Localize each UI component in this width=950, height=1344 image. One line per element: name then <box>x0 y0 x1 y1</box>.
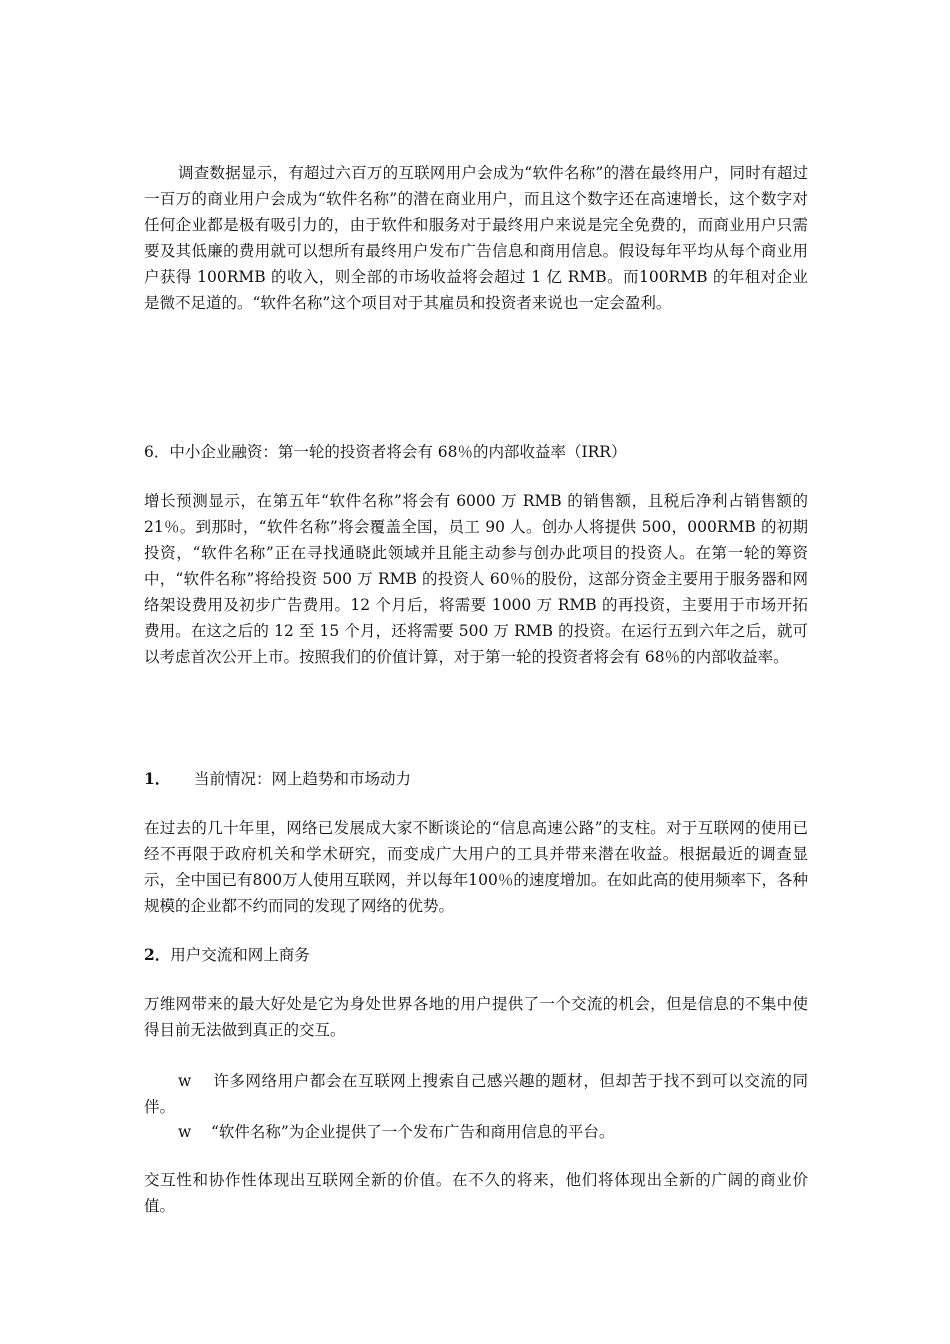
bullet-item-2 <box>144 1119 808 1145</box>
paragraph-www-benefits: 万维网带来的最大好处是它为身处世界各地的用户提供了一个交流的机会，但是信息的不集中使得目前无法做到真正的交互。 <box>144 995 808 1039</box>
section-heading-user-communication <box>144 942 808 968</box>
paragraph-market-revenue: 调查数据显示，有超过六百万的互联网用户会成为“软件名称”的潜在最终用户，同时有超过一百万的商业用户会成为“软件名称”的潜在商业用户，而且这个数字还在高速增长，这个数字对任何企业都是极有吸引力的，由于软件和服务对于最终用户来说是完全免费的，而商业用户只需要及其低廉的费用就可以想所有最终用户发布广告信息和商用信息。假设每年平均从每个商业用户获得 100RMB 的收入，则全部的市场收益将会超过 1 亿 RMB。而100RMB 的年租对企业是微不足道的。“软件名称”这个项目对于其雇员和投资者来说也一定会盈利。 <box>144 164 808 312</box>
bullet-marker: w <box>178 1123 192 1141</box>
paragraph-growth-forecast: 增长预测显示，在第五年“软件名称”将会有 6000 万 RMB 的销售额，且税后净利占销售额的 21％。到那时，“软件名称”将会覆盖全国，员工 90 人。创办人将提供 500，000RMB 的初期投资，“软件名称”正在寻找通晓此领域并且能主动参与创办此项目的投资人。在第一轮的筹资中，“软件名称”将给投资 500 万 RMB 的投资人 60％的股份，这部分资金主要用于服务器和网络架设费用及初步广告费用。12 个月后，将需要 1000 万 RMB 的再投资，主要用于市场开拓费用。在这之后的 12 至 15 个月，还将需要 500 万 RMB 的投资。在运行五到六年之后，就可以考虑首次公开上市。按照我们的价值计算，对于第一轮的投资者将会有 68％的内部收益率。 <box>144 492 808 666</box>
paragraph-interactivity-value: 交互性和协作性体现出互联网全新的价值。在不久的将来，他们将体现出全新的广阔的商业价值。 <box>144 1171 808 1215</box>
section-number: 1． <box>144 769 171 788</box>
section-title: 用户交流和网上商务 <box>170 946 310 964</box>
section-heading-financing: 6．中小企业融资：第一轮的投资者将会有 68％的内部收益率（IRR） <box>144 443 627 461</box>
bullet-text: “软件名称”为企业提供了一个发布广告和商用信息的平台。 <box>211 1123 615 1141</box>
bullet-item-1 <box>144 1068 808 1120</box>
section-heading-current-situation <box>144 766 808 792</box>
section-title: 当前情况：网上趋势和市场动力 <box>194 770 412 788</box>
bullet-marker: w <box>178 1072 192 1090</box>
section-number: 2． <box>144 945 171 964</box>
bullet-text: 许多网络用户都会在互联网上搜索自己感兴趣的题材，但却苦于找不到可以交流的同伴。 <box>144 1072 808 1116</box>
paragraph-internet-trends: 在过去的几十年里，网络已发展成大家不断谈论的“信息高速公路”的支柱。对于互联网的使用已经不再限于政府机关和学术研究，而变成广大用户的工具并带来潜在收益。根据最近的调查显示，全中国已有800万人使用互联网，并以每年100％的速度增加。在如此高的使用频率下，各种规模的企业都不约而同的发现了网络的优势。 <box>144 819 808 915</box>
